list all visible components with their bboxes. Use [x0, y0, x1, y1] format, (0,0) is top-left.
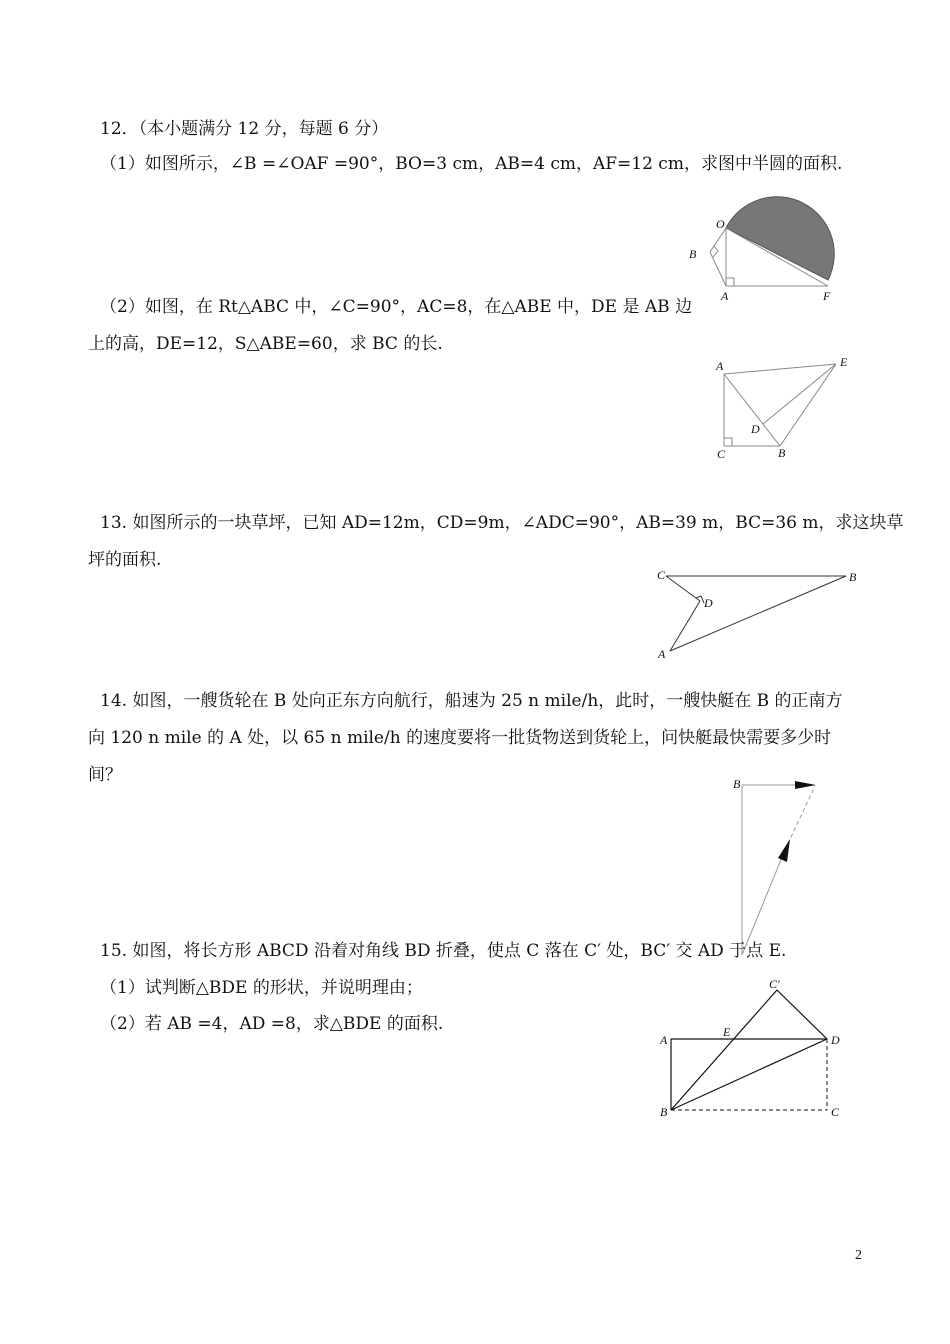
- label-F: F: [823, 289, 831, 303]
- label-B: B: [849, 570, 857, 584]
- q12-part2-line2: 上的高，DE=12，S△ABE=60，求 BC 的长.: [88, 334, 443, 354]
- label-E: E: [723, 1025, 731, 1039]
- right-angle-mark-A: [726, 278, 734, 286]
- label-O: O: [716, 217, 725, 231]
- label-D: D: [751, 422, 760, 436]
- label-A: A: [660, 1033, 668, 1047]
- q14-line1: 14. 如图，一艘货轮在 B 处向正东方向航行，船速为 25 n mile/h，此时，一艘快艇在 B 的正南方: [100, 691, 843, 711]
- label-E: E: [840, 355, 848, 369]
- q14-line2: 向 120 n mile 的 A 处，以 65 n mile/h 的速度要将一批货物送到货轮上，问快艇最快需要多少时: [88, 728, 832, 748]
- segment-ED: [763, 364, 836, 424]
- semicircle-shaded: [726, 197, 834, 280]
- q13-line2: 坪的面积.: [88, 550, 162, 570]
- q13-line1: 13. 如图所示的一块草坪，已知 AD=12m，CD=9m，∠ADC=90°，AB=39 m，BC=36 m，求这块草: [100, 513, 904, 533]
- page-number: 2: [855, 1248, 862, 1263]
- segment-DA: [670, 601, 700, 651]
- q15-line2: （1）试判断△BDE 的形状，并说明理由；: [100, 978, 423, 998]
- label-B: B: [733, 777, 741, 791]
- q12-figure-2: [700, 350, 860, 465]
- q15-line3: （2）若 AB =4，AD =8，求△BDE 的面积.: [100, 1014, 444, 1034]
- segment-AE: [724, 364, 836, 374]
- q12-figure-1: [680, 190, 860, 310]
- label-D: D: [831, 1033, 840, 1047]
- q14-figure: [725, 772, 825, 962]
- q12-header: 12．（本小题满分 12 分，每题 6 分）: [100, 119, 389, 139]
- q12-part2-line1: （2）如图，在 Rt△ABC 中，∠C=90°，AC=8，在△ABE 中，DE 是 AB 边: [100, 297, 693, 317]
- right-angle-mark-B: [713, 246, 718, 257]
- segment-CprimeD: [777, 990, 827, 1039]
- label-C: C: [831, 1105, 840, 1119]
- label-B: B: [689, 247, 697, 261]
- label-C-prime: C′: [769, 977, 780, 991]
- label-C: C: [657, 568, 666, 582]
- label-B: B: [778, 446, 786, 460]
- segment-BCprime: [671, 990, 777, 1110]
- arrowhead-path-icon: [778, 839, 790, 862]
- q14-line3: 间？: [88, 765, 122, 785]
- q13-figure: [650, 565, 865, 663]
- segment-AB: [670, 576, 846, 651]
- q12-part1-text: （1）如图所示，∠B =∠OAF =90°，BO=3 cm，AB=4 cm，AF=12 cm，求图中半圆的面积.: [100, 154, 843, 174]
- label-C: C: [717, 447, 726, 461]
- segment-BA: [710, 252, 726, 286]
- label-B: B: [660, 1105, 668, 1119]
- segment-EB: [780, 364, 836, 446]
- q15-figure: [655, 970, 855, 1125]
- q15-line1: 15. 如图，将长方形 ABCD 沿着对角线 BD 折叠，使点 C 落在 C′ 处，BC′ 交 AD 于点 E.: [100, 941, 787, 961]
- segment-OB: [710, 228, 726, 252]
- right-angle-mark-C: [724, 438, 732, 446]
- segment-CD: [666, 576, 700, 601]
- label-A: A: [658, 647, 666, 661]
- label-A: A: [721, 289, 729, 303]
- label-D: D: [704, 596, 713, 610]
- segment-BD: [671, 1039, 827, 1110]
- label-A: A: [716, 359, 724, 373]
- arrowhead-east-icon: [795, 781, 816, 789]
